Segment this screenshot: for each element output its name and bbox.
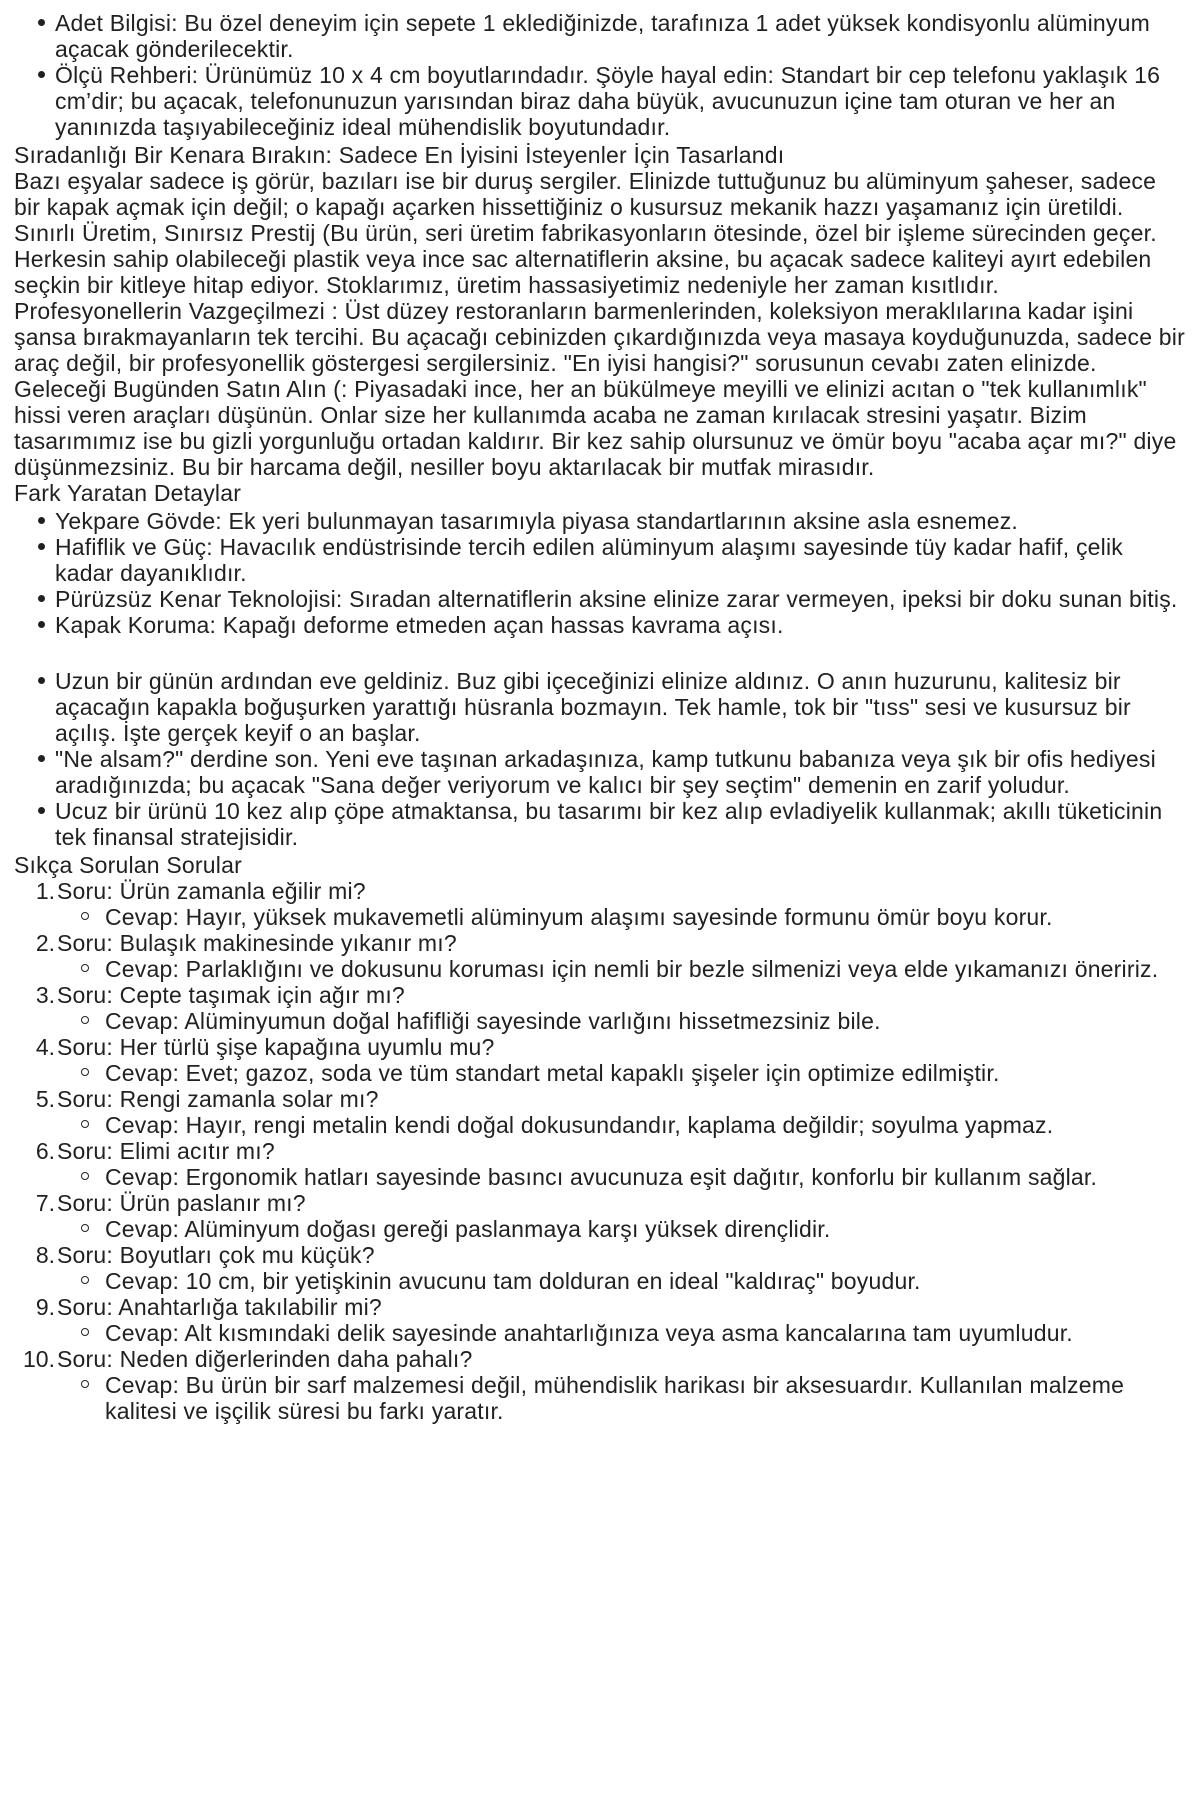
faq-answer-text: Cevap: Evet; gazoz, soda ve tüm standart metal kapaklı şişeler için optimize edilmiştir. — [105, 1060, 1000, 1086]
faq-answer — [14, 1320, 1186, 1346]
list-item-text: Uzun bir günün ardından eve geldiniz. Buz gibi içeceğinizi elinize aldınız. O anın huzurunu, kalitesiz bir açacağın kapakla boğuşurken yarattığı hüsranla bozmayın. Tek hamle, tok bir "tıss" sesi ve kusursuz bir açılış. İşte gerçek keyif o an başlar. — [55, 668, 1131, 746]
faq-answer-text: Cevap: Bu ürün bir sarf malzemesi değil, mühendislik harikası bir aksesuardır. Kullanılan malzeme kalitesi ve işçilik süresi bu farkı yaratır. — [105, 1372, 1125, 1424]
bullet-icon — [38, 755, 45, 762]
faq-question-text: Soru: Cepte taşımak için ağır mı? — [57, 982, 405, 1008]
faq-question — [14, 1242, 1186, 1268]
list-item-text: Kapak Koruma: Kapağı deforme etmeden açan hassas kavrama açısı. — [55, 612, 784, 638]
faq-answer — [14, 1112, 1186, 1138]
faq-question — [14, 1294, 1186, 1320]
list-item — [14, 508, 1186, 534]
faq-answer-text: Cevap: Parlaklığını ve dokusunu koruması için nemli bir bezle silmenizi veya elde yıkamanızı öneririz. — [105, 956, 1159, 982]
list-item — [14, 534, 1186, 586]
list-item — [14, 798, 1186, 850]
list-item — [14, 10, 1186, 62]
faq-question-text: Soru: Boyutları çok mu küçük? — [57, 1242, 375, 1268]
blank-line — [14, 640, 1186, 666]
faq-answer — [14, 1268, 1186, 1294]
list-item-text: Ölçü Rehberi: Ürünümüz 10 x 4 cm boyutlarındadır. Şöyle hayal edin: Standart bir cep telefonu yaklaşık 16 cm’dir; bu açacak, telefonunuzun yarısından biraz daha büyük, avucunuzun içine tam oturan ve her an yanınızda taşıyabileceğiniz ideal mühendislik boyutundadır. — [55, 62, 1161, 140]
faq-answer — [14, 1164, 1186, 1190]
faq-question-text: Soru: Ürün paslanır mı? — [57, 1190, 306, 1216]
circle-bullet-icon — [81, 912, 89, 920]
description-paragraph: Profesyonellerin Vazgeçilmezi : Üst düzey restoranların barmenlerinden, koleksiyon meraklılarına kadar işini şansa bırakmayanların tek tercihi. Bu açacağı cebinizden çıkardığınızda veya masaya koyduğunuzda, sadece bir araç değil, bir profesyonellik göstergesi sergilersiniz. "En iyisi hangisi?" sorusunun cevabı zaten elinizde. — [14, 298, 1185, 376]
list-item-text: Adet Bilgisi: Bu özel deneyim için sepete 1 eklediğinizde, tarafınıza 1 adet yüksek kondisyonlu alüminyum açacak gönderilecektir. — [55, 10, 1150, 62]
faq-question — [14, 1086, 1186, 1112]
faq-answer-text: Cevap: 10 cm, bir yetişkinin avucunu tam dolduran en ideal "kaldıraç" boyudur. — [105, 1268, 921, 1294]
faq-question — [14, 1190, 1186, 1216]
list-item-text: Hafiflik ve Güç: Havacılık endüstrisinde tercih edilen alüminyum alaşımı sayesinde tüy kadar hafif, çelik kadar dayanıklıdır. — [55, 534, 1123, 586]
section-heading: Sıradanlığı Bir Kenara Bırakın: Sadece En İyisini İsteyenler İçin Tasarlandı — [14, 142, 785, 168]
faq-question-number: 9. — [35, 1294, 55, 1320]
description-paragraph: Sınırlı Üretim, Sınırsız Prestij (Bu ürün, seri üretim fabrikasyonların ötesinde, özel bir işleme sürecinden geçer. Herkesin sahip olabileceği plastik veya ince sac alternatiflerin aksine, bu açacak sadece kaliteyi ayırt edebilen seçkin bir kitleye hitap ediyor. Stoklarımız, üretim hassasiyetimiz nedeniyle her zaman kısıtlıdır. — [14, 220, 1157, 298]
faq-question-number: 6. — [35, 1138, 55, 1164]
faq-question-text: Soru: Her türlü şişe kapağına uyumlu mu? — [57, 1034, 495, 1060]
faq-answer — [14, 1372, 1186, 1424]
circle-bullet-icon — [81, 964, 89, 972]
list-item — [14, 62, 1186, 140]
faq-question-number: 5. — [35, 1086, 55, 1112]
section-heading: Sıkça Sorulan Sorular — [14, 852, 242, 878]
bullet-icon — [38, 71, 45, 78]
faq-question — [14, 1346, 1186, 1372]
circle-bullet-icon — [81, 1224, 89, 1232]
bullet-icon — [38, 517, 45, 524]
faq-answer-text: Cevap: Hayır, rengi metalin kendi doğal dokusundandır, kaplama değildir; soyulma yapmaz. — [105, 1112, 1054, 1138]
bullet-icon — [38, 543, 45, 550]
list-item — [14, 586, 1186, 612]
faq-question — [14, 1138, 1186, 1164]
faq-answer-text: Cevap: Hayır, yüksek mukavemetli alüminyum alaşımı sayesinde formunu ömür boyu korur. — [105, 904, 1053, 930]
faq-question — [14, 930, 1186, 956]
scenario-bullet-list — [14, 668, 1186, 850]
faq-question — [14, 878, 1186, 904]
faq-question-number: 4. — [35, 1034, 55, 1060]
list-item-text: Pürüzsüz Kenar Teknolojisi: Sıradan alternatiflerin aksine elinize zarar vermeyen, ipeksi bir doku sunan bitiş. — [55, 586, 1178, 612]
faq-question-text: Soru: Anahtarlığa takılabilir mi? — [57, 1294, 382, 1320]
faq-question-number: 3. — [35, 982, 55, 1008]
circle-bullet-icon — [81, 1172, 89, 1180]
list-item — [14, 746, 1186, 798]
faq-answer-text: Cevap: Alt kısmındaki delik sayesinde anahtarlığınıza veya asma kancalarına tam uyumludur. — [105, 1320, 1073, 1346]
circle-bullet-icon — [81, 1120, 89, 1128]
bullet-icon — [38, 807, 45, 814]
bullet-icon — [38, 595, 45, 602]
faq-question-number: 10. — [23, 1346, 55, 1372]
circle-bullet-icon — [81, 1068, 89, 1076]
faq-question-text: Soru: Ürün zamanla eğilir mi? — [57, 878, 366, 904]
faq-question — [14, 1034, 1186, 1060]
faq-answer — [14, 1008, 1186, 1034]
faq-question-text: Soru: Neden diğerlerinden daha pahalı? — [57, 1346, 473, 1372]
bullet-icon — [38, 621, 45, 628]
circle-bullet-icon — [81, 1328, 89, 1336]
faq-answer — [14, 956, 1186, 982]
faq-answer — [14, 1060, 1186, 1086]
faq-answer — [14, 1216, 1186, 1242]
faq-list — [14, 878, 1186, 1424]
faq-question-number: 1. — [35, 878, 55, 904]
faq-question-number: 8. — [35, 1242, 55, 1268]
faq-answer-text: Cevap: Alüminyum doğası gereği paslanmaya karşı yüksek dirençlidir. — [105, 1216, 831, 1242]
list-item-text: Ucuz bir ürünü 10 kez alıp çöpe atmaktansa, bu tasarımı bir kez alıp evladiyelik kullanmak; akıllı tüketicinin tek finansal stratejisidir. — [55, 798, 1163, 850]
faq-question-text: Soru: Bulaşık makinesinde yıkanır mı? — [57, 930, 457, 956]
faq-question-number: 2. — [35, 930, 55, 956]
bullet-icon — [38, 19, 45, 26]
faq-answer-text: Cevap: Alüminyumun doğal hafifliği sayesinde varlığını hissetmezsiniz bile. — [105, 1008, 881, 1034]
intro-bullet-list — [14, 10, 1186, 140]
circle-bullet-icon — [81, 1016, 89, 1024]
list-item-text: Yekpare Gövde: Ek yeri bulunmayan tasarımıyla piyasa standartlarının aksine asla esnemez. — [55, 508, 1019, 534]
description-paragraph: Bazı eşyalar sadece iş görür, bazıları ise bir duruş sergiler. Elinizde tuttuğunuz bu alüminyum şaheser, sadece bir kapak açmak için değil; o kapağı açarken hissettiğiniz o kusursuz mekanik hazzı yaşamanız için üretildi. — [14, 168, 1157, 220]
section-heading: Fark Yaratan Detaylar — [14, 480, 242, 506]
list-item-text: "Ne alsam?" derdine son. Yeni eve taşınan arkadaşınıza, kamp tutkunu babanıza veya şık bir ofis hediyesi aradığınızda; bu açacak "Sana değer veriyorum ve kalıcı bir şey seçtim" demenin en zarif yoludur. — [55, 746, 1156, 798]
list-item — [14, 668, 1186, 746]
circle-bullet-icon — [81, 1380, 89, 1388]
list-item — [14, 612, 1186, 638]
faq-question — [14, 982, 1186, 1008]
features-bullet-list — [14, 508, 1186, 638]
faq-answer — [14, 904, 1186, 930]
faq-question-number: 7. — [35, 1190, 55, 1216]
circle-bullet-icon — [81, 1276, 89, 1284]
description-paragraph: Geleceği Bugünden Satın Alın (: Piyasadaki ince, her an bükülmeye meyilli ve elinizi acıtan o "tek kullanımlık" hissi veren araçları düşünün. Onlar size her kullanımda acaba ne zaman kırılacak stresini yaşatır. Bizim tasarımımız ise bu gizli yorgunluğu ortadan kaldırır. Bir kez sahip olursunuz ve ömür boyu "acaba açar mı?" diye düşünmezsiniz. Bu bir harcama değil, nesiller boyu aktarılacak bir mutfak mirasıdır. — [14, 376, 1177, 480]
faq-question-text: Soru: Rengi zamanla solar mı? — [57, 1086, 379, 1112]
faq-question-text: Soru: Elimi acıtır mı? — [57, 1138, 275, 1164]
faq-answer-text: Cevap: Ergonomik hatları sayesinde basıncı avucunuza eşit dağıtır, konforlu bir kullanım sağlar. — [105, 1164, 1098, 1190]
bullet-icon — [38, 677, 45, 684]
